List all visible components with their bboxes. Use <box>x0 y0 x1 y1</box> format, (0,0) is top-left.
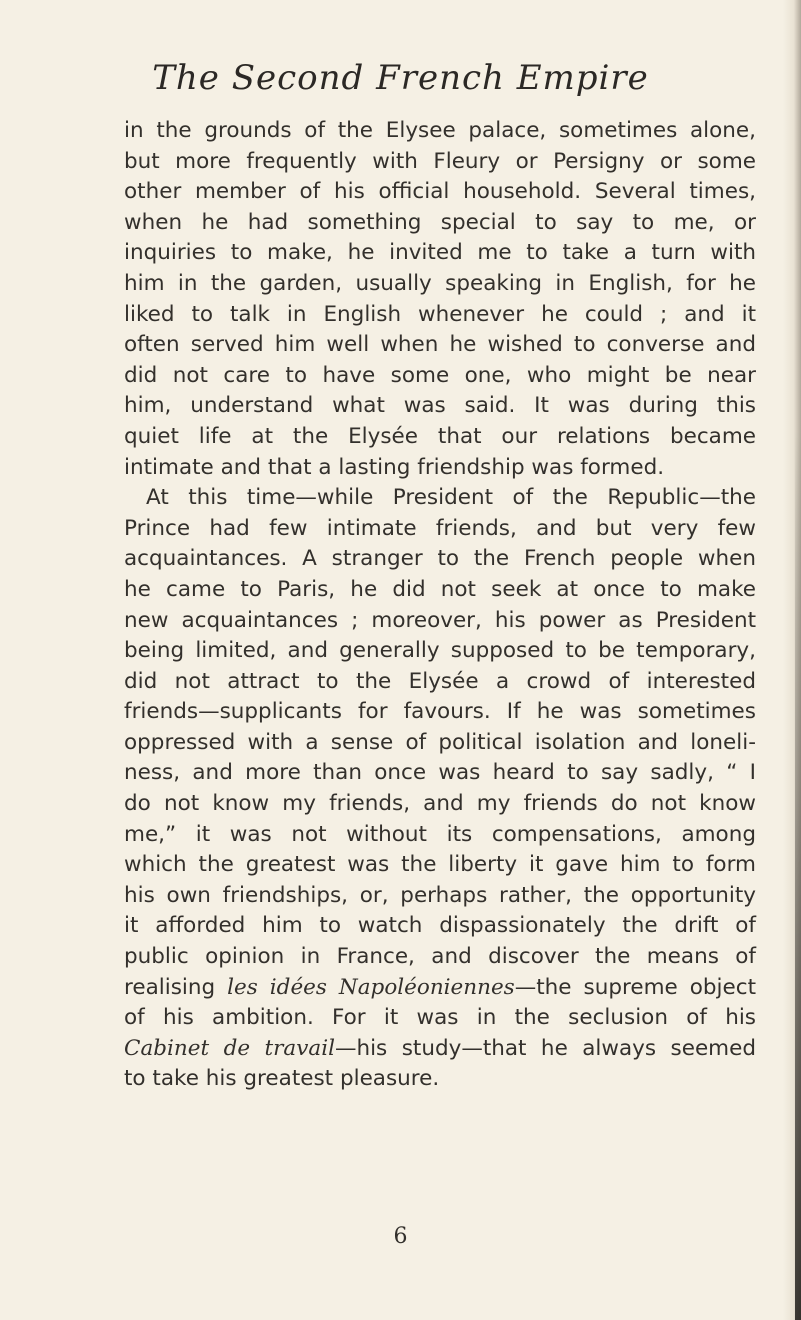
text-line: it afforded him to watch dispassionately the drift of <box>124 913 756 939</box>
text-line: friends—supplicants for favours. If he was sometimes <box>124 699 756 725</box>
text-line: acquaintances. A stranger to the French people when <box>124 546 756 572</box>
text-line: public opinion in France, and discover the means of <box>124 944 756 970</box>
text-line: did not care to have some one, who might be near <box>124 362 756 388</box>
text-line: him in the garden, usually speaking in English, for he <box>124 270 756 296</box>
running-head-title: The Second French Empire <box>152 58 649 98</box>
text-line: of his ambition. For it was in the seclusion of his <box>124 1005 756 1031</box>
text-line-with-italic <box>124 1034 756 1065</box>
text-line: being limited, and generally supposed to be temporary, <box>124 638 756 664</box>
text-line-paragraph-start: At this time—while President of the Republic—the <box>146 485 756 511</box>
text-line: which the greatest was the liberty it gave him to form <box>124 852 756 878</box>
text-line: oppressed with a sense of political isolation and loneli- <box>124 729 756 755</box>
page-edge-binding <box>795 430 801 1320</box>
text-line: when he had something special to say to me, or <box>124 209 756 235</box>
text-line: often served him well when he wished to converse and <box>124 332 756 358</box>
text-line: but more frequently with Fleury or Persigny or some <box>124 148 756 174</box>
text-line: he came to Paris, he did not seek at once to make <box>124 576 756 602</box>
text-line: new acquaintances ; moreover, his power as President <box>124 607 756 633</box>
text-line: quiet life at the Elysée that our relations became <box>124 423 756 449</box>
text-line: did not attract to the Elysée a crowd of interested <box>124 668 756 694</box>
text-line: other member of his official household. Several times, <box>124 179 756 205</box>
text-run: —the supreme object <box>514 974 757 1000</box>
text-line: Prince had few intimate friends, and but very few <box>124 515 756 541</box>
text-line: him, understand what was said. It was during this <box>124 393 756 419</box>
page-number: 6 <box>393 1224 408 1249</box>
text-line: ness, and more than once was heard to say sadly, “ I <box>124 760 756 786</box>
text-line: inquiries to make, he invited me to take a turn with <box>124 240 756 266</box>
italic-phrase: les idées Napoléoniennes <box>227 974 515 1000</box>
text-line: to take his greatest pleasure. <box>124 1066 440 1092</box>
italic-phrase: Cabinet de travail <box>124 1035 335 1061</box>
text-line: intimate and that a lasting friendship was formed. <box>124 454 665 480</box>
body-text <box>124 116 756 1095</box>
text-run: —his study—that he always seemed <box>334 1035 756 1061</box>
text-run: realising <box>124 974 228 1000</box>
text-line-with-italic <box>124 973 756 1004</box>
text-line: liked to talk in English whenever he could ; and it <box>124 301 756 327</box>
text-line: do not know my friends, and my friends do not know <box>124 791 756 817</box>
text-line: his own friendships, or, perhaps rather, the opportunity <box>124 882 756 908</box>
text-line: me,” it was not without its compensations, among <box>124 821 756 847</box>
text-line: in the grounds of the Elysee palace, sometimes alone, <box>124 118 756 143</box>
